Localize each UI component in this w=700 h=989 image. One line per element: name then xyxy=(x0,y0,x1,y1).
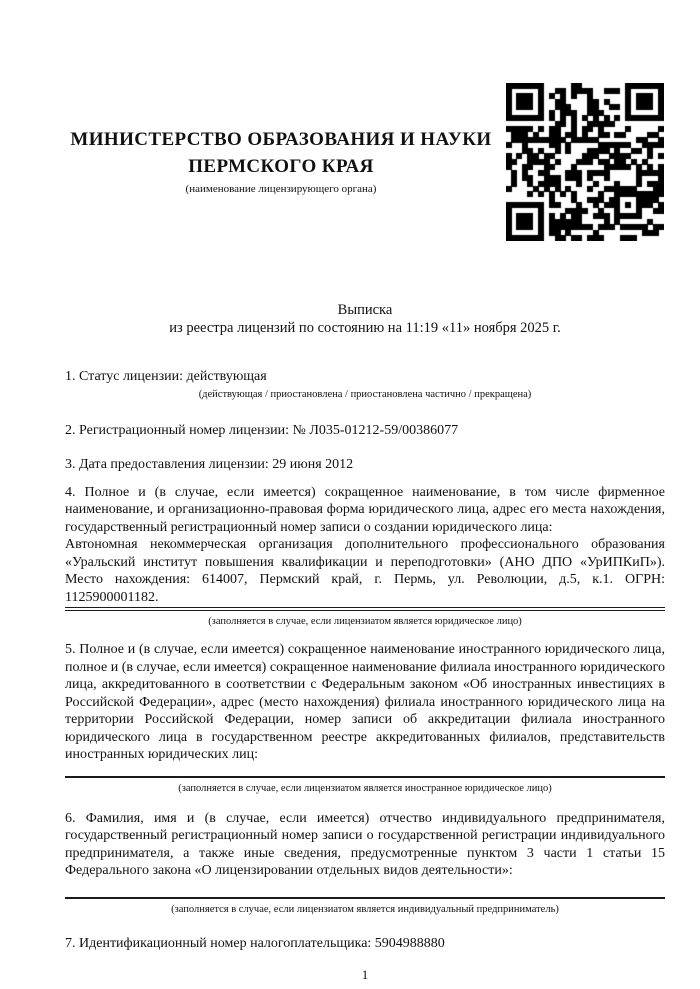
field-license-status xyxy=(65,368,665,401)
ministry-name-line1: МИНИСТЕРСТВО ОБРАЗОВАНИЯ И НАУКИ xyxy=(70,129,492,150)
field-grant-date: 3. Дата предоставления лицензии: 29 июня 2012 xyxy=(65,457,354,472)
foreign-entity-label: 5. Полное и (в случае, если имеется) сокращенное наименование иностранного юридического лица, полное и (в случае, если имеется) сокращенное наименование филиала иностранного юридического лица, аккредитованного в соответствии с Федеральным законом «Об иностранных инвестициях в Российской Федерации», адрес (место нахождения) филиала иностранного юридического лица на территории Российской Федерации, номер записи об аккредитации филиала иностранного юридического лица в государственном реестре аккредитованных филиалов, представительств иностранных юридических лиц: xyxy=(65,642,665,762)
legal-entity-label: 4. Полное и (в случае, если имеется) сокращенное наименование, в том числе фирменное наименование, и организационно-правовая форма юридического лица, адрес его места нахождения, государственный регистрационный номер записи о создании юридического лица: xyxy=(65,484,665,535)
license-status-text: 1. Статус лицензии: действующая xyxy=(65,369,267,384)
field-registration-number: 2. Регистрационный номер лицензии: № Л035-01212-59/00386077 xyxy=(65,422,459,438)
document-title-line1: Выписка xyxy=(337,302,393,318)
license-status-caption: (действующая / приостановлена / приостановлена частично / прекращена) xyxy=(198,388,532,400)
field-foreign-entity xyxy=(65,641,665,795)
field-legal-entity xyxy=(65,484,665,629)
qr-code xyxy=(506,83,664,241)
document-header xyxy=(65,0,665,302)
ministry-name-line2: ПЕРМСКОГО КРАЯ xyxy=(188,156,374,177)
fill-in-line xyxy=(65,607,665,611)
document-title xyxy=(65,302,665,337)
legal-entity-caption: (заполняется в случае, если лицензиатом является юридическое лицо) xyxy=(208,616,522,627)
foreign-entity-caption: (заполняется в случае, если лицензиатом является иностранное юридическое лицо) xyxy=(178,782,552,794)
fill-in-line xyxy=(65,776,665,778)
licensing-authority xyxy=(65,126,497,196)
ministry-caption: (наименование лицензирующего органа) xyxy=(185,183,377,195)
fill-in-line xyxy=(65,897,665,899)
field-individual-entrepreneur xyxy=(65,810,665,916)
field-taxpayer-number: 7. Идентификационный номер налогоплательщика: 5904988880 xyxy=(65,935,445,951)
legal-entity-value: Автономная некоммерческая организация дополнительного профессионального образования «Уральский институт повышения квалификации и переподготовки» (АНО ДПО «УрИПКиП»). Место нахождения: 614007, Пермский край, г. Пермь, ул. Революции, д.5, к.1. ОГРН: 1125900001182. xyxy=(65,537,665,605)
individual-entrepreneur-caption: (заполняется в случае, если лицензиатом является индивидуальный предприниматель) xyxy=(171,903,559,915)
individual-entrepreneur-label: 6. Фамилия, имя и (в случае, если имеется) отчество индивидуального предпринимателя, государственный регистрационный номер записи о государственной регистрации индивидуального предпринимателя, а также иные сведения, предусмотренные пунктом 3 части 1 статьи 15 Федерального закона «О лицензировании отдельных видов деятельности»: xyxy=(65,810,665,878)
page-number: 1 xyxy=(361,967,369,982)
document-title-line2: из реестра лицензий по состоянию на 11:19 «11» ноября 2025 г. xyxy=(169,319,561,336)
